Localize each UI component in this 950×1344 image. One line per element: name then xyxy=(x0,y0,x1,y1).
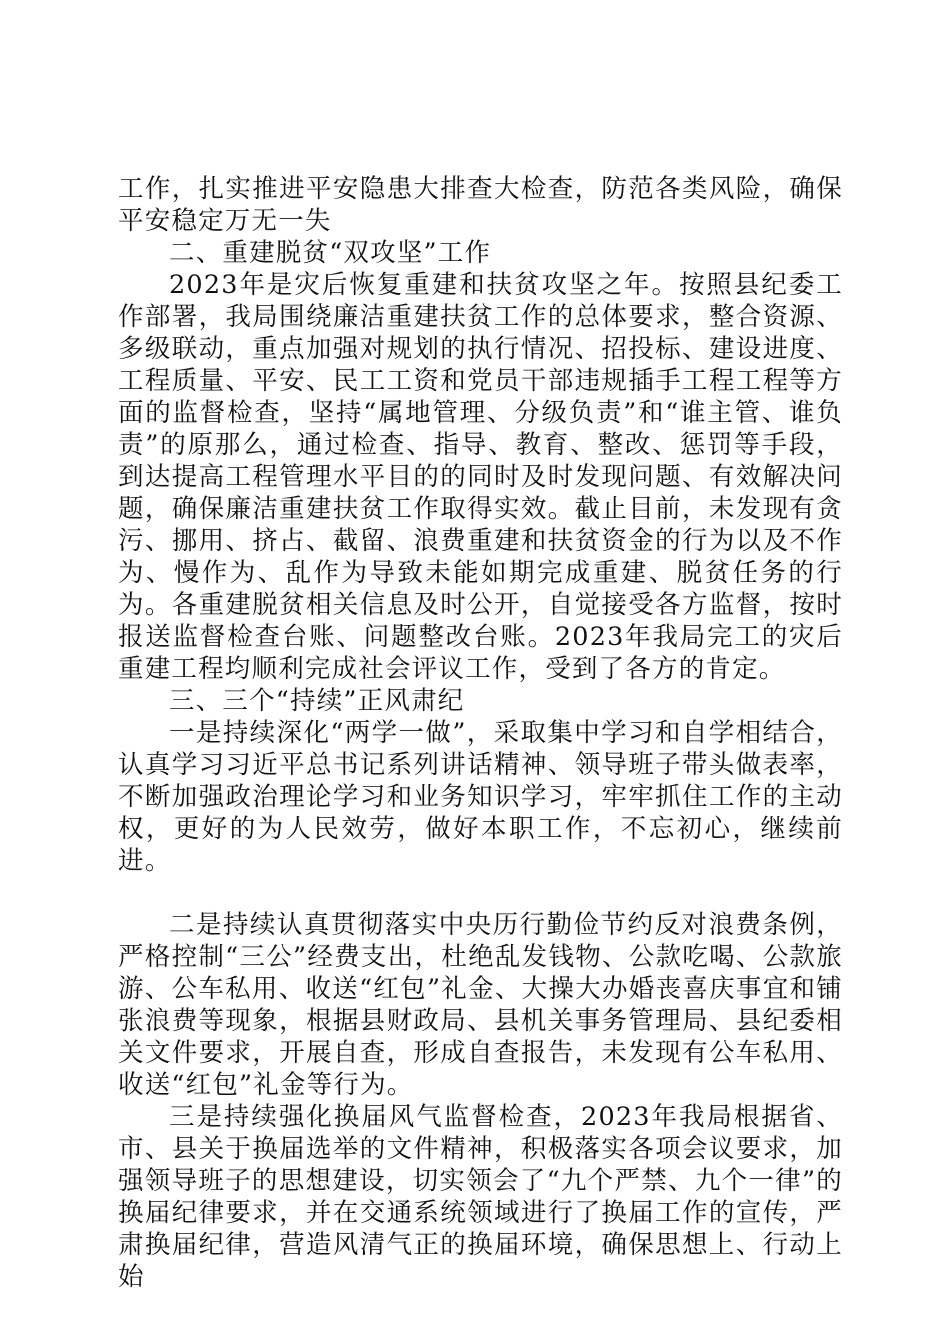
paragraph-gap xyxy=(118,877,843,909)
paragraph-reconstruction: 2023年是灾后恢复重建和扶贫攻坚之年。按照县纪委工作部署，我局围绕廉洁重建扶贫工作的总体要求，整合资源、多级联动，重点加强对规划的执行情况、招投标、建设进度、工程质量、平安、民工工资和党员干部违规插手工程工程等方面的监督检查，坚持“属地管理、分级负责”和“谁主管、谁负责”的原那么，通过检查、指导、教育、整改、惩罚等手段，到达提高工程管理水平目的的同时及时发现问题、有效解决问题，确保廉洁重建扶贫工作取得实效。截止目前，未发现有贪污、挪用、挤占、截留、浪费重建和扶贫资金的行为以及不作为、慢作为、乱作为导致未能如期完成重建、脱贫任务的行为。各重建脱贫相关信息及时公开，自觉接受各方监督，按时报送监督检查台账、问题整改台账。2023年我局完工的灾后重建工程均顺利完成社会评议工作，受到了各方的肯定。 xyxy=(118,270,843,684)
paragraph-study: 一是持续深化“两学一做”，采取集中学习和自学相结合，认真学习习近平总书记系列讲话精神、领导班子带头做表率，不断加强政治理论学习和业务知识学习，牢牢抓住工作的主动权，更好的为人民效劳，做好本职工作，不忘初心，继续前进。 xyxy=(118,718,843,876)
section-heading-3: 三、三个“持续”正风肃纪 xyxy=(169,686,465,716)
section-heading-2: 二、重建脱贫“双攻坚”工作 xyxy=(169,238,492,268)
paragraph-continuation: 工作，扎实推进平安隐患大排查大检查，防范各类风险，确保平安稳定万无一失 xyxy=(118,174,843,236)
document-body xyxy=(118,173,843,1293)
paragraph-election: 三是持续强化换届风气监督检查，2023年我局根据省、市、县关于换届选举的文件精神，积极落实各项会议要求，加强领导班子的思想建设，切实领会了“九个严禁、九个一律”的换届纪律要求，并在交通系统领域进行了换届工作的宣传，严肃换届纪律，营造风清气正的换届环境，确保思想上、行动上始 xyxy=(118,1102,843,1292)
paragraph-frugality: 二是持续认真贯彻落实中央历行勤俭节约反对浪费条例，严格控制“三公”经费支出，杜绝乱发钱物、公款吃喝、公款旅游、公车私用、收送“红包”礼金、大操大办婚丧喜庆事宜和铺张浪费等现象，根据县财政局、县机关事务管理局、县纪委相关文件要求，开展自查，形成自查报告，未发现有公车私用、收送“红包”礼金等行为。 xyxy=(118,910,843,1100)
